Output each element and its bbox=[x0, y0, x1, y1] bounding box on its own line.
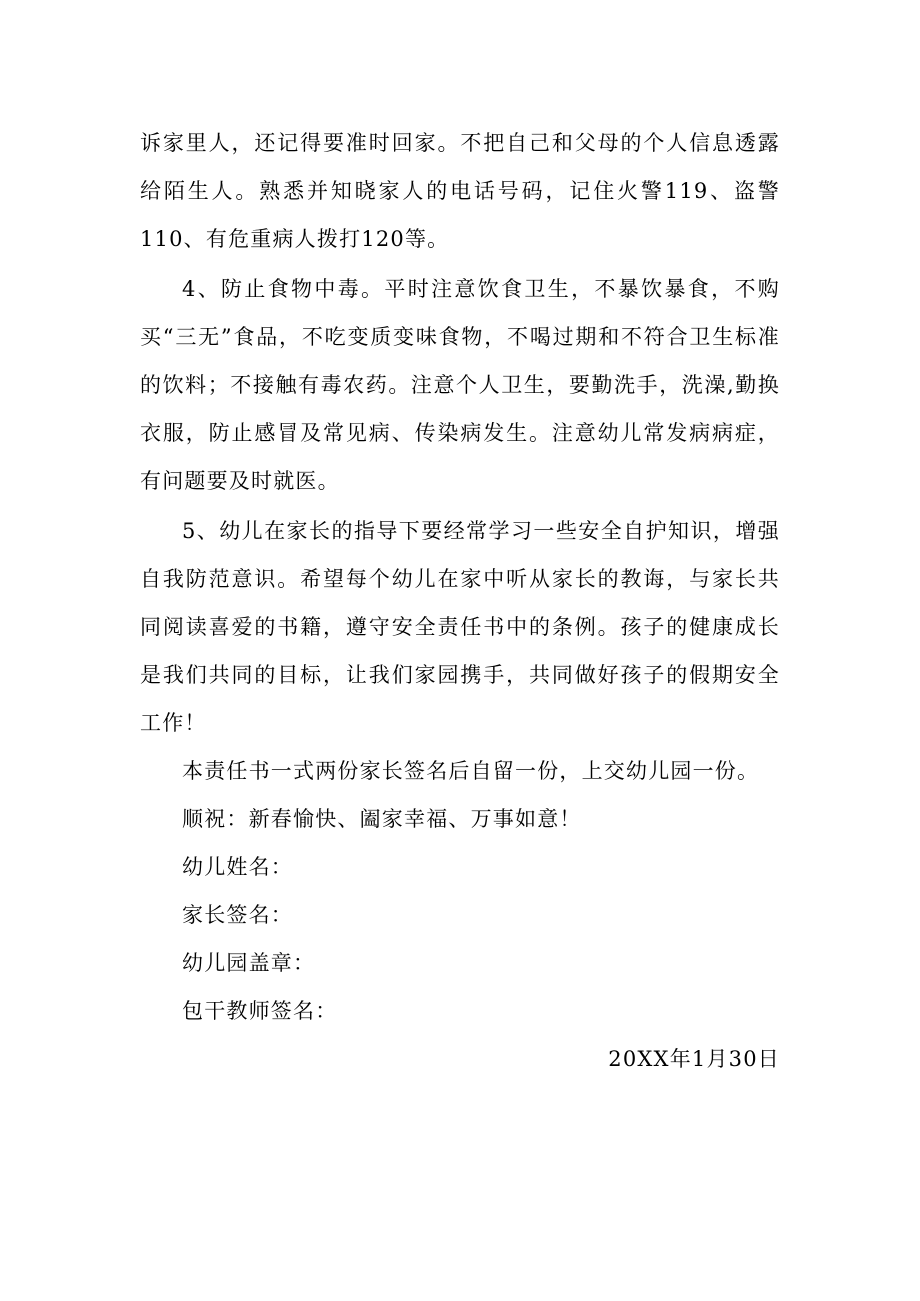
child-name-label: 幼儿姓名： bbox=[182, 855, 293, 879]
paragraph-4-food-safety: 4、防止食物中毒。平时注意饮食卫生，不暴饮暴食，不购买“三无”食品，不吃变质变味食物，不喝过期和不符合卫生标准的饮料；不接触有毒农药。注意个人卫生，要勤洗手，洗澡,勤换衣服，防止感冒及常见病、传染病发生。注意幼儿常发病病症，有问题要及时就医。 bbox=[140, 277, 780, 493]
document-body bbox=[140, 119, 780, 1083]
paragraph-continued: 诉家里人，还记得要准时回家。不把自己和父母的个人信息透露给陌生人。熟悉并知晓家人的电话号码，记住火警119、盗警110、有危重病人拨打120等。 bbox=[140, 131, 780, 251]
paragraph-5-self-protection: 5、幼儿在家长的指导下要经常学习一些安全自护知识，增强自我防范意识。希望每个幼儿在家中听从家长的教诲，与家长共同阅读喜爱的书籍，遵守安全责任书中的条例。孩子的健康成长是我们共同的目标，让我们家园携手，共同做好孩子的假期安全工作！ bbox=[140, 519, 780, 735]
copies-note: 本责任书一式两份家长签名后自留一份，上交幼儿园一份。 bbox=[182, 759, 760, 783]
teacher-signature-label: 包干教师签名： bbox=[182, 999, 338, 1023]
parent-signature-label: 家长签名： bbox=[182, 903, 293, 927]
wishes-line: 顺祝：新春愉快、阖家幸福、万事如意！ bbox=[182, 807, 582, 831]
document-date: 20XX年1月30日 bbox=[608, 1047, 780, 1071]
kindergarten-seal-label: 幼儿园盖章： bbox=[182, 951, 316, 975]
